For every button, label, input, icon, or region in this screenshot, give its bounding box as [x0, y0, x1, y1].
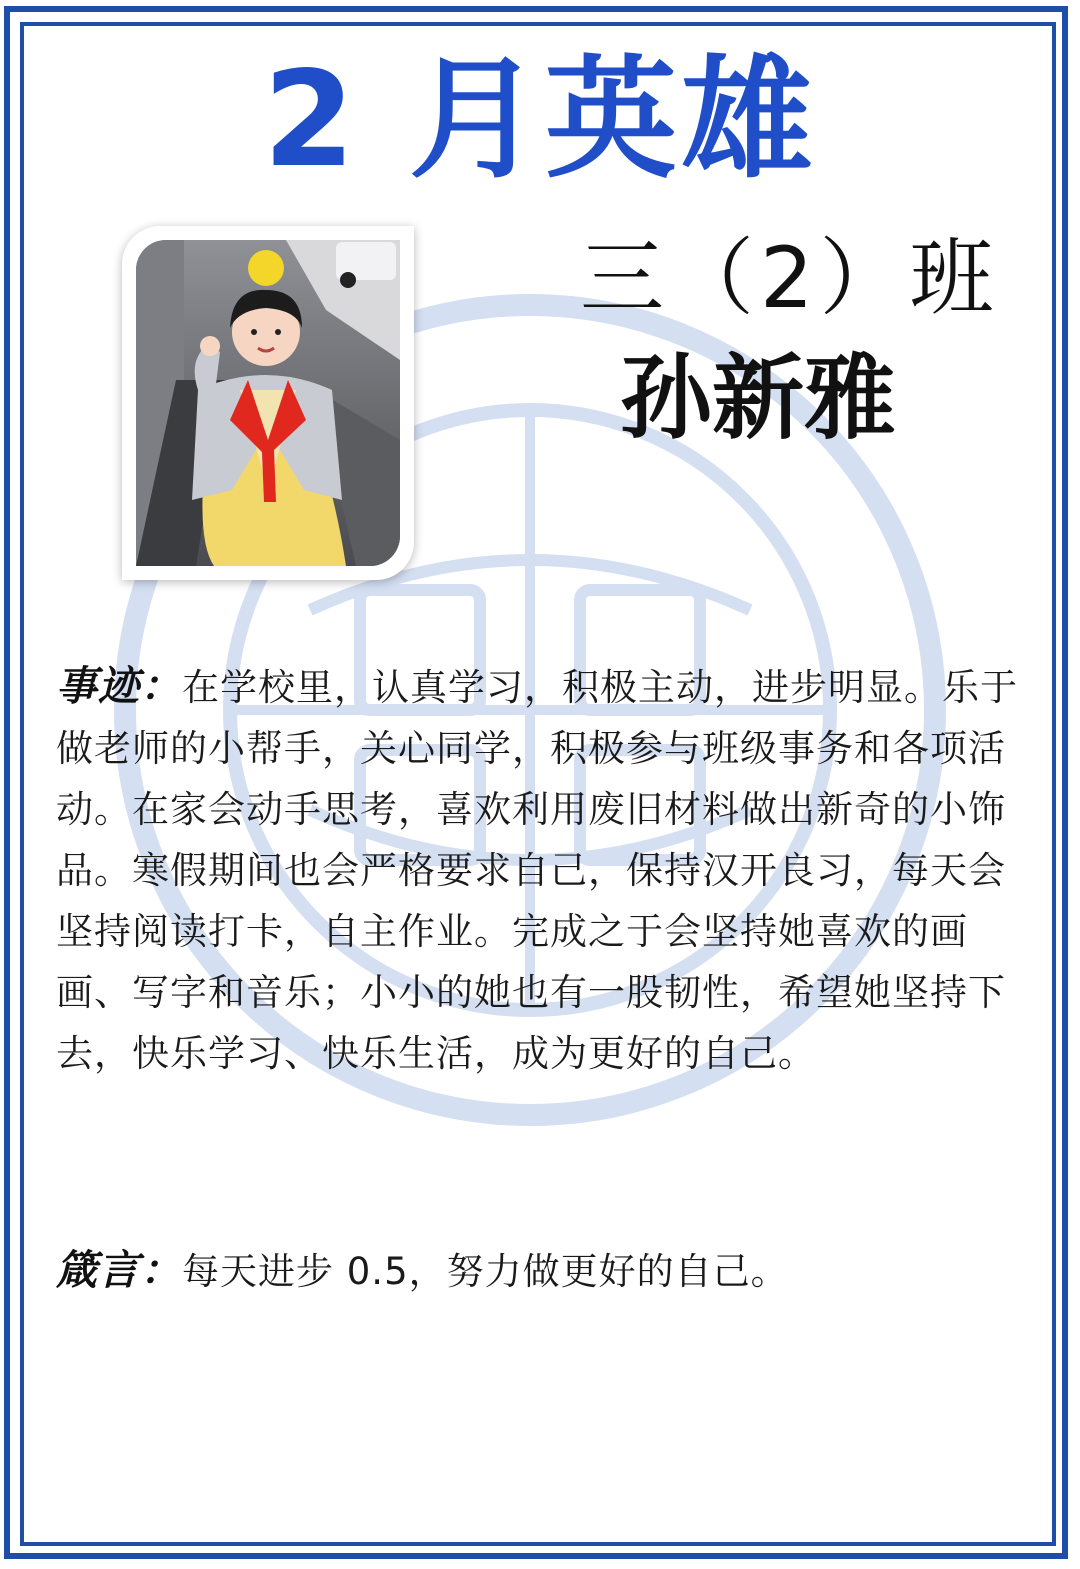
deeds-section — [56, 656, 1026, 1084]
student-name: 孙新雅 — [620, 345, 897, 452]
motto-text: 每天进步 0.5，努力做更好的自己。 — [182, 1250, 789, 1293]
deeds-text: 在学校里，认真学习，积极主动，进步明显。乐于做老师的小帮手，关心同学，积极参与班级事务和各项活动。在家会动手思考，喜欢利用废旧材料做出新奇的小饰品。寒假期间也会严格要求自己，保持汉开良习，每天会坚持阅读打卡，自主作业。完成之于会坚持她喜欢的画画、写字和音乐；小小的她也有一股韧性，希望她坚持下去，快乐学习、快乐生活，成为更好的自己。 — [56, 666, 1018, 1075]
deeds-label: 事迹： — [56, 662, 182, 710]
student-photo — [136, 240, 400, 566]
student-photo-icon — [136, 240, 400, 566]
page-title: 2 月英雄 — [263, 43, 817, 197]
class-name: 三（2）班 — [580, 229, 1000, 327]
motto-section — [56, 1240, 1026, 1302]
photo-frame — [122, 226, 414, 580]
motto-label: 箴言： — [56, 1246, 182, 1294]
